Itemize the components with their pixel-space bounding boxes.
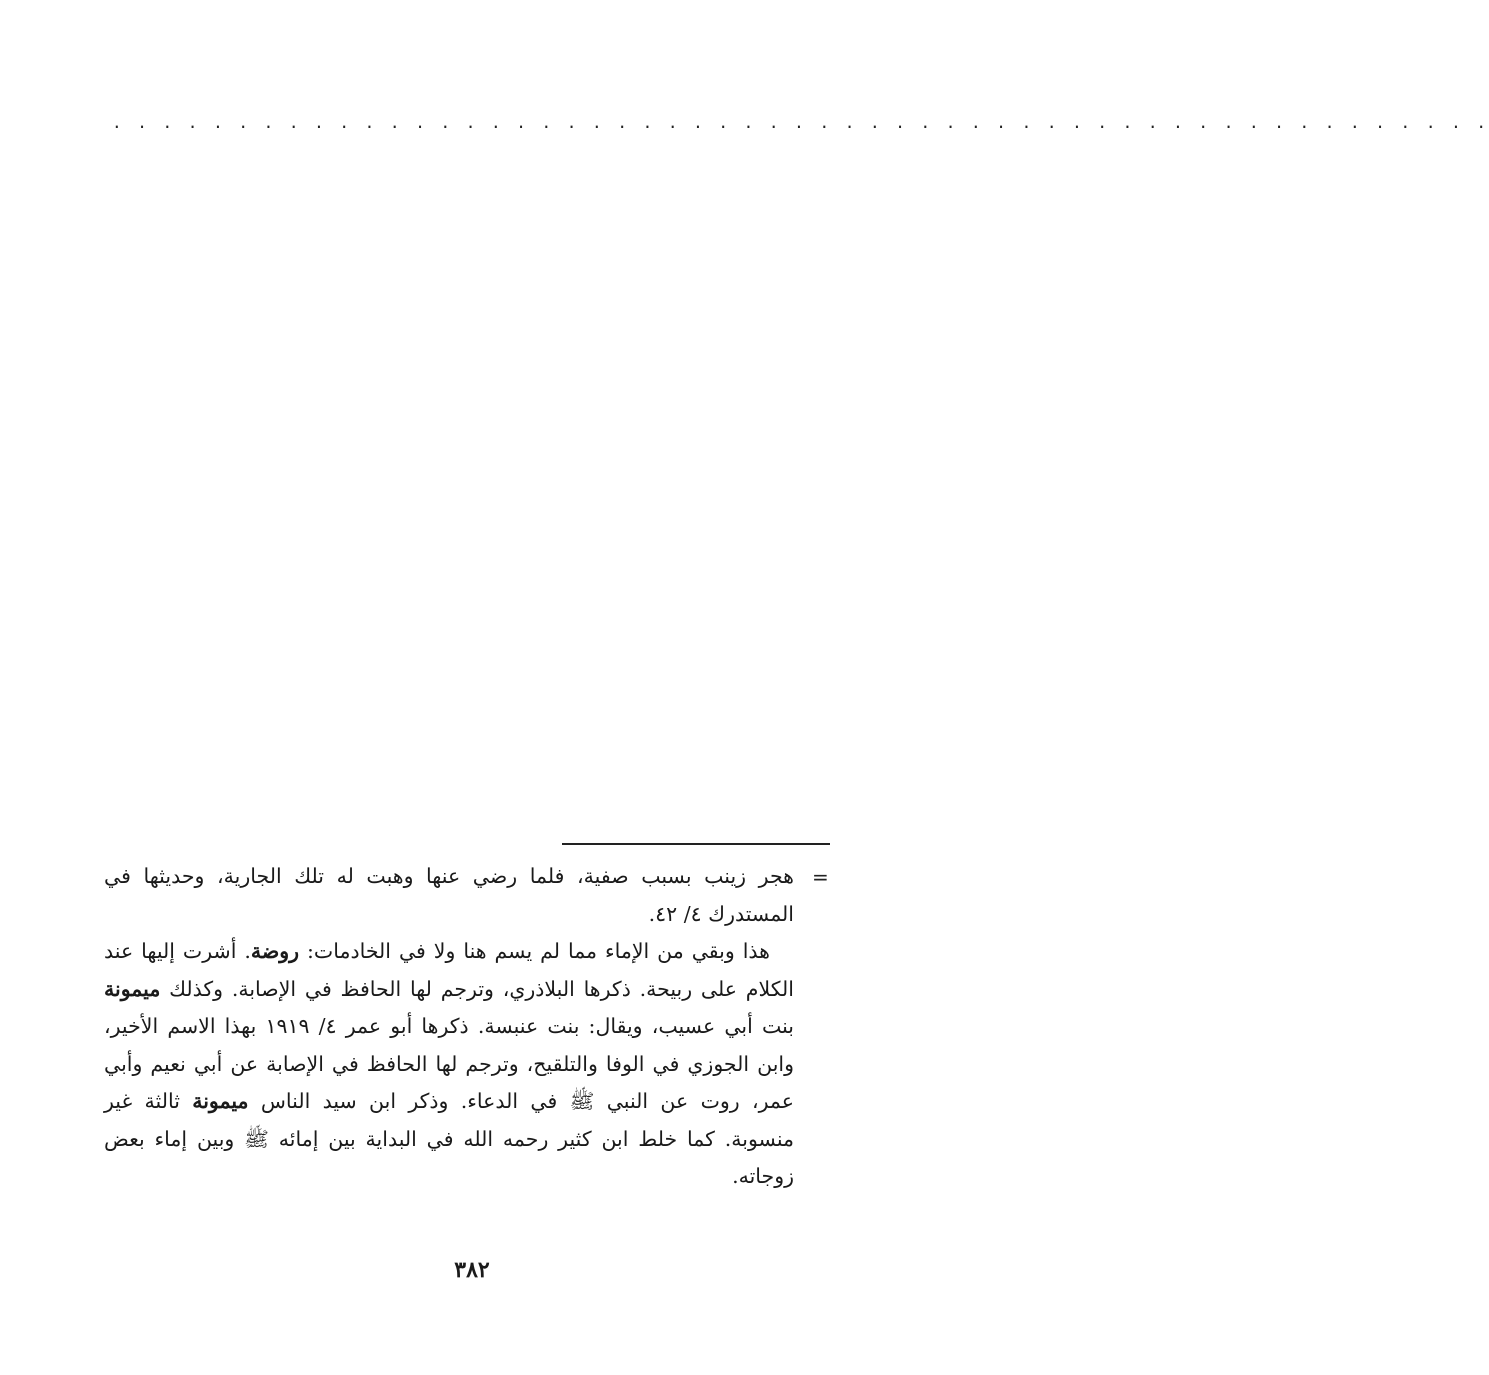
bold-name-rawda: روضة	[250, 939, 300, 963]
footnote-text: . أشرت إليها عند الكلام على ربيحة. ذكرها البلاذري، وترجم لها الحافظ في الإصابة. وكذلك	[104, 939, 794, 1001]
footnote-continuation-mark: =	[812, 865, 829, 889]
footnote-block	[104, 858, 794, 1196]
bold-name-maymuna: ميمونة	[104, 976, 161, 1001]
page-number: ٣٨٢	[454, 1257, 490, 1283]
footnote-text: بنت أبي عسيب، ويقال: بنت عنبسة. ذكرها أبو عمر ٤/ ١٩١٩ بهذا الاسم الأخير، وابن الجوزي في الوفا والتلقيح، وترجم لها الحافظ في الإصابة عن أبي نعيم وأبي عمر، روت عن النبي ﷺ في الدعاء. وذكر ابن سيد الناس	[104, 1014, 795, 1113]
footnote-text: هذا وبقي من الإماء مما لم يسم هنا ولا في الخادمات:	[299, 939, 770, 963]
bold-name-maymuna-third: ميمونة	[192, 1089, 249, 1113]
dot-leader-line: . . . . . . . . . . . . . . . . . . . . . . . . . . . . . . . . . . . . . . . . . . . . . . . . . . . . . . .	[112, 113, 1489, 132]
footnote-paragraph-slaves	[104, 933, 794, 1196]
footnote-paragraph-continued: هجر زينب بسبب صفية، فلما رضي عنها وهبت له تلك الجارية، وحديثها في المستدرك ٤/ ٤٢.	[104, 864, 794, 926]
footnote-text: ثالثة غير منسوبة. كما خلط ابن كثير رحمه الله في البداية بين إمائه ﷺ وبين إماء بعض زوجاته.	[104, 1089, 794, 1188]
footnote-separator-rule	[562, 843, 830, 845]
